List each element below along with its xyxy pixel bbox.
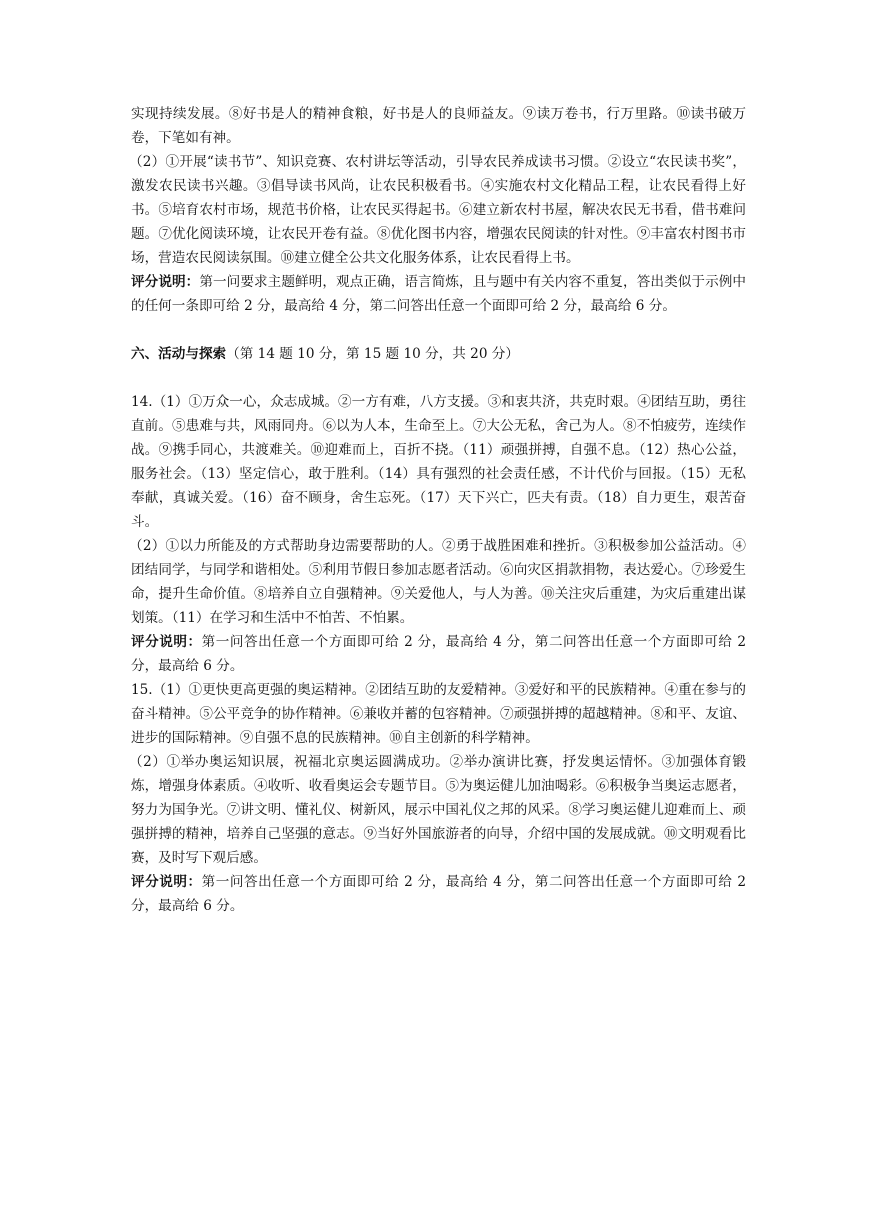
q13-scoring-note <box>131 270 746 318</box>
scoring-note-text: 第一问答出任意一个方面即可给 2 分，最高给 4 分，第二问答出任意一个方面即可给 2 分，最高给 6 分。 <box>131 874 746 914</box>
scoring-note-text: 第一问答出任意一个方面即可给 2 分，最高给 4 分，第二问答出任意一个方面即可给 2 分，最高给 6 分。 <box>131 634 746 674</box>
scoring-note-label: 评分说明： <box>131 274 200 290</box>
q13-part2-answer: （2）①开展“读书节”、知识竞赛、农村讲坛等活动，引导农民养成读书习惯。②设立“农民读书奖”，激发农民读书兴趣。③倡导读书风尚，让农民积极看书。④实施农村文化精品工程，让农民看得上好书。⑤培育农村市场，规范书价格，让农民买得起书。⑥建立新农村书屋，解决农民无书看，借书难问题。⑦优化阅读环境，让农民开卷有益。⑧优化图书内容，增强农民阅读的针对性。⑨丰富农村图书市场，营造农民阅读氛围。⑩建立健全公共文化服务体系，让农民看得上书。 <box>129 154 746 266</box>
section-heading-points: （第 14 题 10 分，第 15 题 10 分，共 20 分） <box>226 346 519 362</box>
q14-part1-answer: 14.（1）①万众一心，众志成城。②一方有难，八方支援。③和衷共济，共克时艰。④团结互助，勇往直前。⑤患难与共，风雨同舟。⑥以为人本，生命至上。⑦大公无私，舍己为人。⑧不怕疲劳，连续作战。⑨携手同心，共渡难关。⑩迎难而上，百折不挠。（11）顽强拼搏，自强不息。（12）热心公益，服务社会。（13）坚定信心，敢于胜利。（14）具有强烈的社会责任感，不计代价与回报。（15）无私奉献，真诚关爱。（16）奋不顾身，舍生忘死。（17）天下兴亡，匹夫有责。（18）自力更生，艰苦奋斗。 <box>131 394 746 530</box>
q14-scoring-note <box>131 630 746 678</box>
q13-part1-continuation: 实现持续发展。⑧好书是人的精神食粮，好书是人的良师益友。⑨读万卷书，行万里路。⑩读书破万卷，下笔如有神。 <box>131 106 746 146</box>
scoring-note-label: 评分说明： <box>131 634 202 650</box>
q15-scoring-note <box>131 870 746 918</box>
q15-part1-answer: 15.（1）①更快更高更强的奥运精神。②团结互助的友爱精神。③爱好和平的民族精神。④重在参与的奋斗精神。⑤公平竞争的协作精神。⑥兼收并蓄的包容精神。⑦顽强拼搏的超越精神。⑧和平、友谊、进步的国际精神。⑨自强不息的民族精神。⑩自主创新的科学精神。 <box>131 682 746 746</box>
q15-part2-answer: （2）①举办奥运知识展，祝福北京奥运圆满成功。②举办演讲比赛，抒发奥运情怀。③加强体育锻炼，增强身体素质。④收听、收看奥运会专题节目。⑤为奥运健儿加油喝彩。⑥积极争当奥运志愿者，努力为国争光。⑦讲文明、懂礼仪、树新风，展示中国礼仪之邦的风采。⑧学习奥运健儿迎难而上、顽强拼搏的精神，培养自己坚强的意志。⑨当好外国旅游者的向导，介绍中国的发展成就。⑩文明观看比赛，及时写下观后感。 <box>129 754 746 866</box>
section-heading-title: 六、活动与探索 <box>131 346 227 362</box>
scoring-note-text: 第一问要求主题鲜明，观点正确，语言简炼，且与题中有关内容不重复，答出类似于示例中的任何一条即可给 2 分，最高给 4 分，第二问答出任意一个面即可给 2 分，最高给 6 分。 <box>131 274 746 314</box>
scoring-note-label: 评分说明： <box>131 874 202 890</box>
q14-part2-answer: （2）①以力所能及的方式帮助身边需要帮助的人。②勇于战胜困难和挫折。③积极参加公益活动。④团结同学，与同学和谐相处。⑤利用节假日参加志愿者活动。⑥向灾区捐款捐物，表达爱心。⑦珍爱生命，提升生命价值。⑧培养自立自强精神。⑨关爱他人，与人为善。⑩关注灾后重建，为灾后重建出谋划策。（11）在学习和生活中不怕苦、不怕累。 <box>129 538 746 626</box>
section-heading <box>131 342 746 366</box>
answer-key-content <box>131 102 746 918</box>
